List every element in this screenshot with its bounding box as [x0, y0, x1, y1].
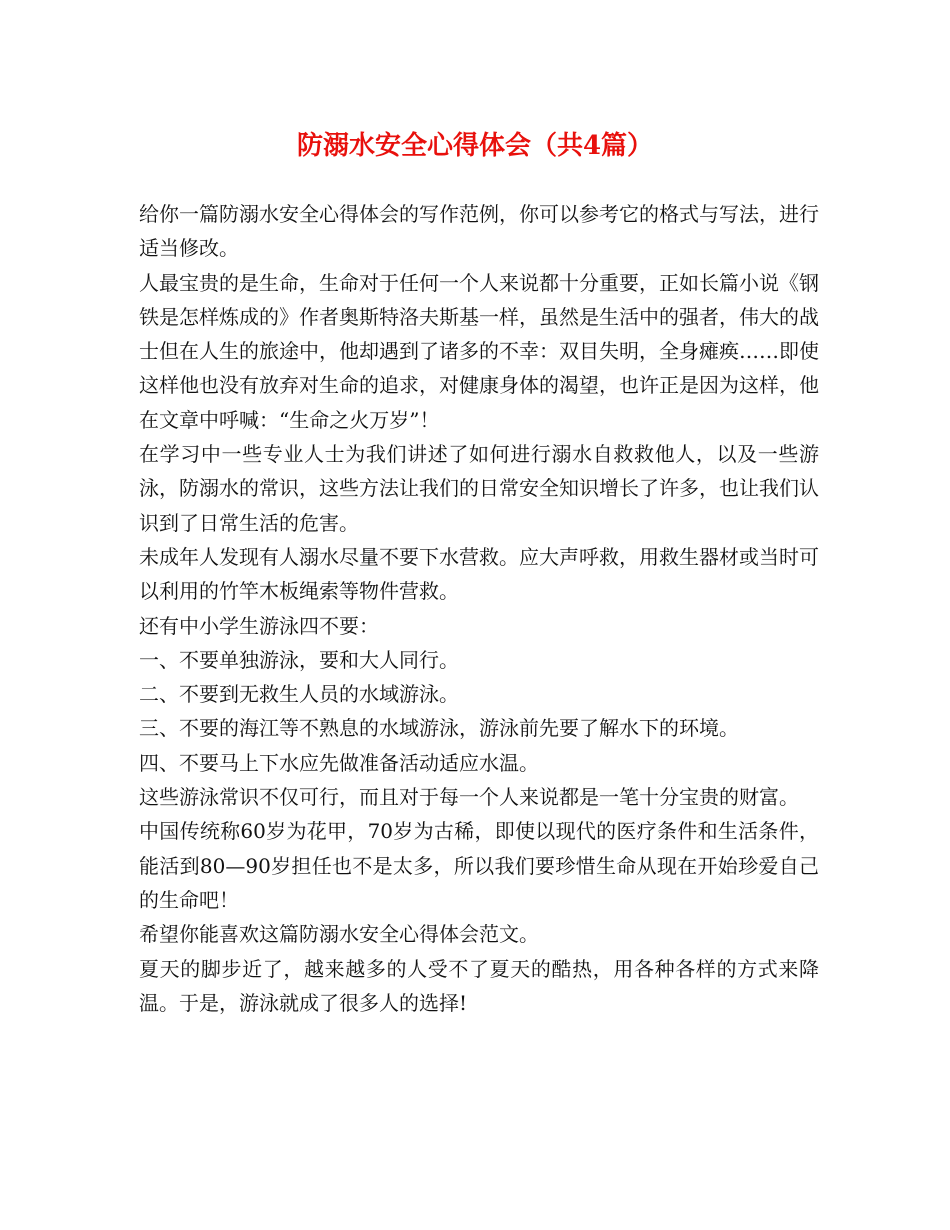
list-item-rule-1: 一、不要单独游泳，要和大人同行。 — [139, 647, 459, 672]
paragraph-rescue-advice: 未成年人发现有人溺水尽量不要下水营救。应大声呼救，用救生器材或当时可以利用的竹竿木板绳索等物件营救。 — [139, 544, 819, 604]
paragraph-intro: 给你一篇防溺水安全心得体会的写作范例，你可以参考它的格式与写法，进行适当修改。 — [139, 202, 819, 261]
paragraph-cherish-life: 中国传统称60岁为花甲，70岁为古稀，即使以现代的医疗条件和生活条件，能活到80—90岁担任也不是太多，所以我们要珍惜生命从现在开始珍爱自己的生命吧！ — [139, 819, 819, 912]
paragraph-learning: 在学习中一些专业人士为我们讲述了如何进行溺水自救救他人，以及一些游泳，防溺水的常识，这些方法让我们的日常安全知识增长了许多，也让我们认识到了日常生活的危害。 — [139, 442, 819, 535]
paragraph-life-value: 人最宝贵的是生命，生命对于任何一个人来说都十分重要，正如长篇小说《钢铁是怎样炼成的》作者奥斯特洛夫斯基一样，虽然是生活中的强者，伟大的战士但在人生的旅途中，他却遇到了诸多的不幸：双目失明，全身瘫痪……即使这样他也没有放弃对生命的追求，对健康身体的渴望，也许正是因为这样，他在文章中呼喊：“生命之火万岁”！ — [139, 270, 819, 432]
list-item-rule-4: 四、不要马上下水应先做准备活动适应水温。 — [139, 750, 539, 775]
list-item-rule-3: 三、不要的海江等不熟息的水域游泳，游泳前先要了解水下的环境。 — [139, 716, 739, 741]
document-title: 防溺水安全心得体会（共4篇） — [296, 131, 654, 161]
list-item-rule-2: 二、不要到无救生人员的水域游泳。 — [139, 682, 459, 707]
paragraph-common-sense: 这些游泳常识不仅可行，而且对于每一个人来说都是一笔十分宝贵的财富。 — [139, 785, 799, 810]
paragraph-summer: 夏天的脚步近了，越来越多的人受不了夏天的酷热，用各种各样的方式来降温。于是，游泳就成了很多人的选择! — [139, 956, 819, 1015]
paragraph-four-donts-heading: 还有中小学生游泳四不要： — [139, 613, 379, 638]
paragraph-closing: 希望你能喜欢这篇防溺水安全心得体会范文。 — [139, 922, 539, 947]
document-body — [139, 197, 819, 1020]
